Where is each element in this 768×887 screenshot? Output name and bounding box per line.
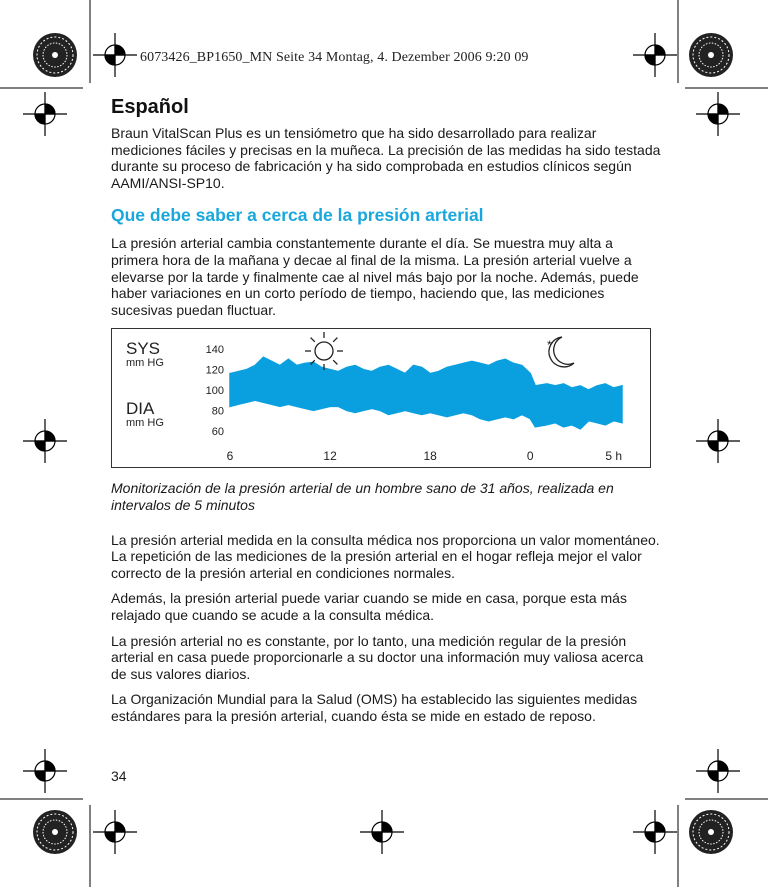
y-tick-label: 60: [211, 426, 224, 439]
series-label-dia: DIA: [126, 399, 155, 419]
registration-mark: [696, 749, 740, 793]
series-unit-sys: mm HG: [126, 357, 164, 370]
section-heading: Que debe saber a cerca de la presión arterial: [111, 205, 484, 226]
x-tick-label: 0: [526, 449, 534, 464]
language-heading: Español: [111, 96, 189, 118]
chart-canvas: [112, 329, 652, 469]
paragraph-3: Además, la presión arterial puede variar cuando se mide en casa, porque esta más relajado que cuando se acude a la consulta médica.: [111, 590, 627, 623]
starburst-mark-bottom-right: [689, 810, 733, 854]
y-tick-label: 140: [205, 344, 224, 357]
intro-paragraph: Braun VitalScan Plus es un tensiómetro que ha sido desarrollado para realizar mediciones fáciles y precisas en la muñeca. La precisión de las medidas ha sido testada durante su proceso de fabricación y ha sido comprobada en estudios clínicos según AAMI/ANSI-SP10.: [111, 125, 661, 191]
print-slug: 6073426_BP1650_MN Seite 34 Montag, 4. Dezember 2006 9:20 09: [140, 50, 529, 65]
page-number: 34: [111, 768, 127, 784]
y-tick-label: 80: [211, 405, 224, 418]
x-tick-label: 6: [226, 449, 234, 464]
registration-mark: [93, 33, 137, 77]
y-tick-label: 100: [205, 385, 224, 398]
series-label-sys: SYS: [126, 339, 161, 359]
paragraph-1: La presión arterial cambia constantemente durante el día. Se muestra muy alta a primera hora de la mañana y decae al final de la misma. La presión arterial vuelve a elevarse por la tarde y finalmente cae al nivel más bajo por la noche. Además, puede haber variaciones en un corto período de tiempo, haciendo que, las mediciones sucesivas puedan fluctuar.: [111, 235, 639, 318]
y-tick-label: 120: [205, 364, 224, 377]
pressure-band: [230, 358, 622, 430]
registration-mark: [696, 419, 740, 463]
registration-mark: [23, 92, 67, 136]
x-tick-label: 5 h: [605, 449, 623, 464]
x-tick-label: 12: [323, 449, 337, 464]
registration-mark: [93, 810, 137, 854]
series-unit-dia: mm HG: [126, 417, 164, 430]
star-label: *: [547, 338, 552, 353]
registration-mark: [360, 810, 404, 854]
paragraph-2: La presión arterial medida en la consulta médica nos proporciona un valor momentáneo. La repetición de las mediciones de la presión arterial en el hogar refleja mejor el valor correcto de la presión arterial en condiciones normales.: [111, 531, 660, 581]
starburst-mark-bottom-left: [33, 810, 77, 854]
paragraph-5: La Organización Mundial para la Salud (OMS) ha establecido las siguientes medidas estándares para la presión arterial, cuando ésta se mide en estado de reposo.: [111, 691, 638, 724]
chart-caption: Monitorización de la presión arterial de un hombre sano de 31 años, realizada en intervalos de 5 minutos: [111, 480, 614, 513]
paragraph-4: La presión arterial no es constante, por lo tanto, una medición regular de la presión arterial en casa puede proporcionarle a su doctor una información muy valiosa acerca de sus valores diarios.: [111, 632, 644, 682]
x-tick-label: 18: [423, 449, 437, 464]
moon-icon: [549, 337, 574, 367]
registration-mark: [696, 92, 740, 136]
registration-mark: [633, 33, 677, 77]
registration-mark: [633, 810, 677, 854]
blood-pressure-chart: [111, 328, 651, 468]
registration-mark: [23, 419, 67, 463]
registration-mark: [23, 749, 67, 793]
starburst-mark-top-right: [689, 33, 733, 77]
starburst-mark-top-left: [33, 33, 77, 77]
page-content: [111, 96, 661, 733]
sun-icon: [305, 332, 343, 370]
